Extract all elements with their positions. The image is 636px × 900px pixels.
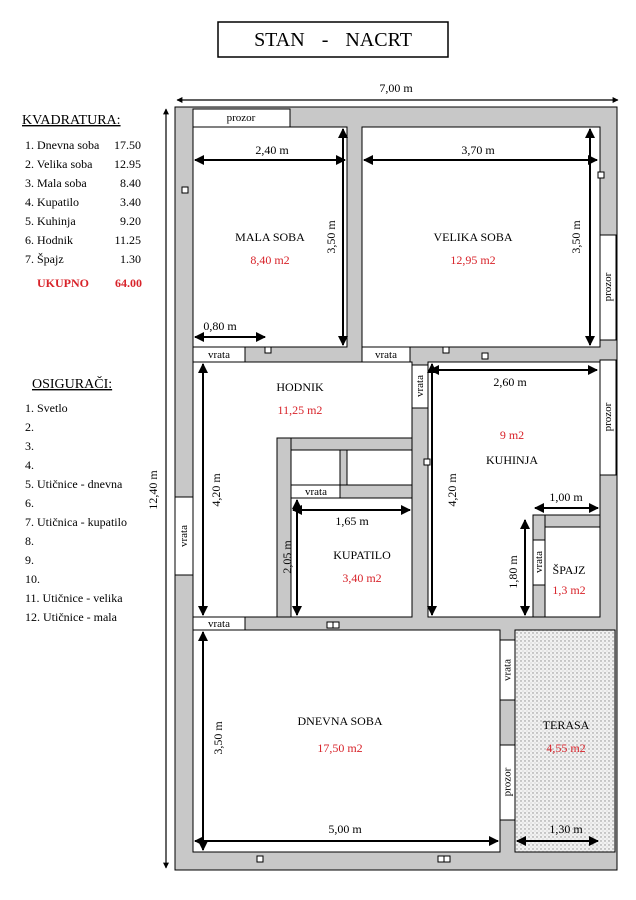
fuse-item: 7. Utičnica - kupatilo bbox=[25, 515, 127, 529]
window-label: prozor bbox=[602, 402, 614, 432]
dimension-label: 2,40 m bbox=[255, 143, 289, 157]
fuse-item: 9. bbox=[25, 553, 34, 567]
total-length-label: 12,40 m bbox=[146, 470, 160, 510]
total-width-label: 7,00 m bbox=[379, 81, 413, 95]
outlet-icon bbox=[333, 622, 339, 628]
fuse-list-heading: OSIGURAČI: bbox=[32, 377, 113, 392]
outlet-icon bbox=[438, 856, 444, 862]
outlet-icon bbox=[257, 856, 263, 862]
area-item-label: 7. Špajz bbox=[25, 252, 64, 266]
area-item-label: 6. Hodnik bbox=[25, 233, 73, 247]
door-label: vrata bbox=[501, 659, 514, 681]
room-area: 12,95 m2 bbox=[450, 253, 496, 267]
fuse-item: 10. bbox=[25, 572, 40, 586]
dimension-label: 2,05 m bbox=[280, 540, 294, 574]
door bbox=[362, 347, 410, 362]
door bbox=[533, 540, 545, 585]
area-item-value: 1.30 bbox=[120, 252, 141, 266]
door bbox=[500, 640, 515, 700]
wall-bathroom-left bbox=[277, 438, 291, 617]
fuse-list bbox=[25, 375, 127, 624]
room-area: 1,3 m2 bbox=[552, 583, 586, 597]
area-item-value: 8.40 bbox=[120, 176, 141, 190]
outlet-icon bbox=[182, 187, 188, 193]
outlet-icon bbox=[424, 459, 430, 465]
room-area: 11,25 m2 bbox=[277, 403, 323, 417]
outlet-icon bbox=[265, 347, 271, 353]
floor-plan bbox=[175, 107, 617, 870]
wall-bathroom-inner bbox=[340, 450, 347, 485]
room-area: 3,40 m2 bbox=[342, 571, 382, 585]
room-name: VELIKA SOBA bbox=[433, 230, 513, 244]
door bbox=[193, 347, 245, 362]
area-item-value: 9.20 bbox=[120, 214, 141, 228]
outlet-icon bbox=[598, 172, 604, 178]
room-area: 8,40 m2 bbox=[250, 253, 290, 267]
door bbox=[175, 497, 193, 575]
fuse-item: 1. Svetlo bbox=[25, 401, 68, 415]
area-item-value: 17.50 bbox=[114, 138, 141, 152]
room-name: MALA SOBA bbox=[235, 230, 305, 244]
room-area: 17,50 m2 bbox=[317, 741, 363, 755]
area-item-value: 11.25 bbox=[114, 233, 141, 247]
area-item-label: 1. Dnevna soba bbox=[25, 138, 100, 152]
window bbox=[600, 360, 616, 475]
outlet-icon bbox=[482, 353, 488, 359]
room-name: KUHINJA bbox=[486, 453, 538, 467]
area-item-label: 3. Mala soba bbox=[25, 176, 87, 190]
window bbox=[500, 745, 515, 820]
window-label: prozor bbox=[602, 272, 614, 302]
dimension-label: 5,00 m bbox=[328, 822, 362, 836]
fuse-item: 2. bbox=[25, 420, 34, 434]
dimension-label: 3,50 m bbox=[569, 220, 583, 254]
fuse-item: 5. Utičnice - dnevna bbox=[25, 477, 123, 491]
dimension-label: 1,30 m bbox=[549, 822, 583, 836]
outlet-icon bbox=[443, 347, 449, 353]
room-area: 9 m2 bbox=[499, 428, 525, 442]
dimension-label: 1,00 m bbox=[549, 490, 583, 504]
area-item-value: 3.40 bbox=[120, 195, 141, 209]
fuse-item: 3. bbox=[25, 439, 34, 453]
door-label: vrata bbox=[375, 349, 397, 361]
area-total-value: 64.00 bbox=[115, 276, 142, 290]
dimension-label: 2,60 m bbox=[493, 375, 527, 389]
window bbox=[193, 109, 290, 127]
door-label: vrata bbox=[208, 618, 230, 630]
dimension-label: 3,50 m bbox=[324, 220, 338, 254]
dimension-label: 3,70 m bbox=[461, 143, 495, 157]
outlet-icon bbox=[444, 856, 450, 862]
room-name: HODNIK bbox=[276, 380, 324, 394]
page-title: STAN - NACRT bbox=[254, 29, 412, 51]
dimension-label: 4,20 m bbox=[445, 473, 459, 507]
door-label: vrata bbox=[414, 375, 426, 397]
fuse-item: 6. bbox=[25, 496, 34, 510]
area-item-label: 4. Kupatilo bbox=[25, 195, 79, 209]
window-label: prozor bbox=[501, 767, 514, 797]
door bbox=[193, 617, 245, 630]
title-box bbox=[218, 22, 448, 57]
area-item-label: 5. Kuhinja bbox=[25, 214, 76, 228]
fuse-item: 4. bbox=[25, 458, 34, 472]
dimension-label: 1,80 m bbox=[506, 555, 520, 589]
room-name: KUPATILO bbox=[333, 548, 391, 562]
window-label: prozor bbox=[226, 112, 256, 124]
room-name: TERASA bbox=[542, 718, 590, 732]
fuse-item: 11. Utičnice - velika bbox=[25, 591, 123, 605]
dimension-label: 4,20 m bbox=[209, 473, 223, 507]
fuse-item: 12. Utičnice - mala bbox=[25, 610, 117, 624]
window bbox=[600, 235, 616, 340]
door-label: vrata bbox=[533, 551, 545, 573]
door-label: vrata bbox=[178, 525, 190, 547]
room-name: ŠPAJZ bbox=[552, 563, 586, 577]
room-name: DNEVNA SOBA bbox=[297, 714, 383, 728]
fuse-item: 8. bbox=[25, 534, 34, 548]
wall-bathroom-top bbox=[277, 438, 412, 450]
dimension-label: 3,50 m bbox=[211, 721, 225, 755]
area-total-label: UKUPNO bbox=[37, 276, 89, 290]
area-table-heading: KVADRATURA: bbox=[22, 113, 121, 128]
door bbox=[291, 485, 340, 498]
door-label: vrata bbox=[208, 349, 230, 361]
dimension-label: 0,80 m bbox=[203, 319, 237, 333]
area-table bbox=[22, 113, 142, 290]
dimension-label: 1,65 m bbox=[335, 514, 369, 528]
area-item-value: 12.95 bbox=[114, 157, 141, 171]
outlet-icon bbox=[327, 622, 333, 628]
room-area: 4,55 m2 bbox=[546, 741, 586, 755]
door bbox=[412, 365, 428, 408]
area-item-label: 2. Velika soba bbox=[25, 157, 93, 171]
door-label: vrata bbox=[305, 486, 327, 498]
